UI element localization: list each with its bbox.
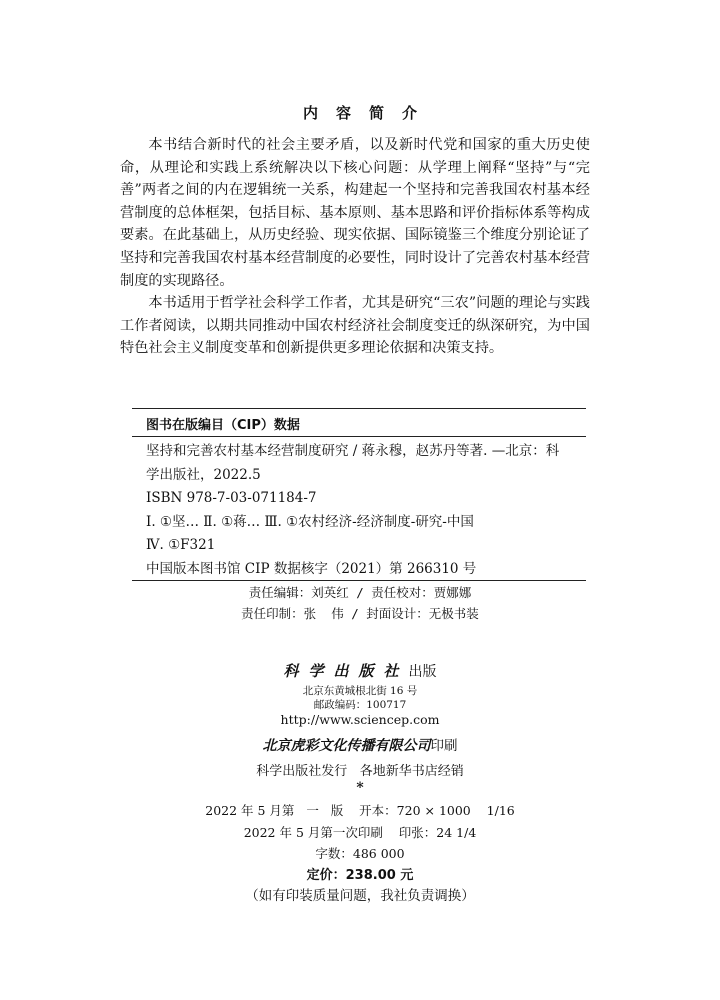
intro-paragraph-2: 本书适用于哲学社会科学工作者，尤其是研究“三农”问题的理论与实践工作者阅读，以期共同推动中国农村经济社会制度变迁的纵深研究，为中国特色社会主义制度变革和创新提供更多理论依据和决策支持。 [120, 295, 590, 357]
printer-name: 北京虎彩文化传播有限公司 [262, 738, 431, 754]
publisher-address: 北京东黄城根北街 16 号 [302, 685, 418, 697]
publisher-url: http://www.sciencep.com [280, 712, 440, 727]
cip-line-2: 学出版社，2022.5 [146, 466, 261, 483]
cip-line-1: 坚持和完善农村基本经营制度研究 / 蒋永穆，赵苏丹等著. —北京：科 [146, 443, 560, 459]
credits-line-2: 责任印制：张 伟 / 封面设计：无极书装 [241, 606, 479, 621]
credits [0, 582, 720, 624]
printer-line [0, 734, 720, 755]
quality-note: （如有印装质量问题，我社负责调换） [245, 888, 475, 904]
intro-heading: 内容简介 [302, 104, 435, 122]
separator-star: * [356, 780, 364, 796]
intro-paragraph-1: 本书结合新时代的社会主要矛盾，以及新时代党和国家的重大历史使命，从理论和实践上系统解决以下核心问题：从学理上阐释“坚持”与“完善”两者之间的内在逻辑统一关系，构建起一个坚持和完善我国农村基本经营制度的总体框架，包括目标、基本原则、基本思路和评价指标体系等构成要素。在此基础上，从历史经验、现实依据、国际镜鉴三个维度分别论证了坚持和完善我国农村基本经营制度的必要性，同时设计了完善农村基本经营制度的实现路径。 [120, 137, 590, 289]
cip-line-4: Ⅰ. ①坚… Ⅱ. ①蒋… Ⅲ. ①农村经济-经济制度-研究-中国 [146, 513, 474, 530]
distribution-line: 科学出版社发行 各地新华书店经销 [256, 764, 464, 779]
cip-data [146, 440, 586, 581]
cip-top-rule [132, 408, 586, 409]
cip-bottom-rule [132, 580, 586, 581]
printer-suffix: 印刷 [430, 738, 458, 754]
credits-line-1: 责任编辑：刘英红 / 责任校对：贾娜娜 [248, 585, 472, 600]
cip-heading-rule [132, 436, 586, 437]
cip-line-5: Ⅳ. ①F321 [146, 537, 216, 553]
printing-line: 2022 年 5 月第一次印刷 印张：24 1/4 [243, 825, 477, 840]
cip-line-6: 中国版本图书馆 CIP 数据核字（2021）第 266310 号 [146, 560, 477, 577]
publisher-suffix: 出版 [408, 664, 437, 680]
cip-heading: 图书在版编目（CIP）数据 [146, 418, 300, 433]
intro-text [120, 134, 590, 360]
wordcount-line: 字数：486 000 [315, 846, 405, 861]
publisher-line [0, 660, 720, 681]
publisher-name: 科学出版社 [283, 662, 409, 680]
cip-line-3: ISBN 978-7-03-071184-7 [146, 490, 317, 506]
price: 定价：238.00 元 [306, 868, 414, 883]
publisher-postcode: 邮政编码：100717 [313, 699, 407, 711]
edition-line: 2022 年 5 月第 一 版 开本：720 × 1000 1/16 [205, 803, 515, 818]
